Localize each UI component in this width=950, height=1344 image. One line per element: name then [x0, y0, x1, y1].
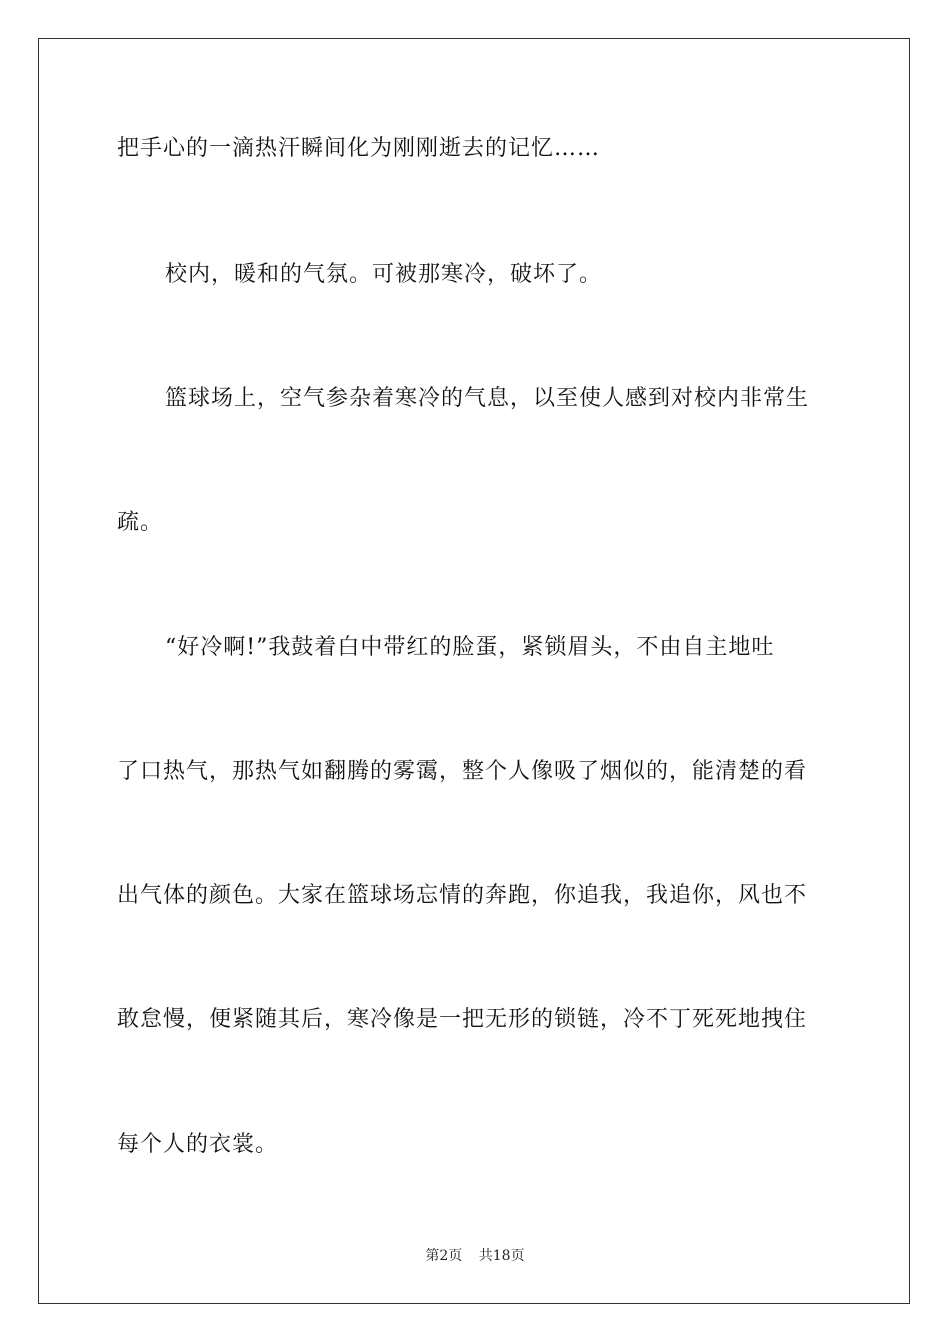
- paragraph-line: 把手心的一滴热汗瞬间化为刚刚逝去的记忆……: [117, 136, 601, 161]
- paragraph-line: “好冷啊!”我鼓着白中带红的脸蛋，紧锁眉头，不由自主地吐: [165, 635, 775, 660]
- page-border: [38, 38, 910, 1304]
- total-pages: 共18页: [478, 1248, 525, 1264]
- paragraph-line: 出气体的颜色。大家在篮球场忘情的奔跑，你追我，我追你，风也不: [117, 883, 808, 908]
- page-number: 第2页: [425, 1248, 463, 1264]
- paragraph-line: 校内，暖和的气氛。可被那寒冷，破坏了。: [165, 262, 603, 287]
- paragraph-line: 篮球场上，空气参杂着寒冷的气息，以至使人感到对校内非常生: [165, 386, 810, 411]
- paragraph-line: 每个人的衣裳。: [117, 1132, 279, 1157]
- paragraph-line: 敢怠慢，便紧随其后，寒冷像是一把无形的锁链，冷不丁死死地拽住: [117, 1007, 808, 1032]
- paragraph-line: 了口热气，那热气如翻腾的雾霭，整个人像吸了烟似的，能清楚的看: [117, 759, 808, 784]
- page-footer: [0, 1246, 950, 1266]
- paragraph-line: 疏。: [117, 510, 164, 535]
